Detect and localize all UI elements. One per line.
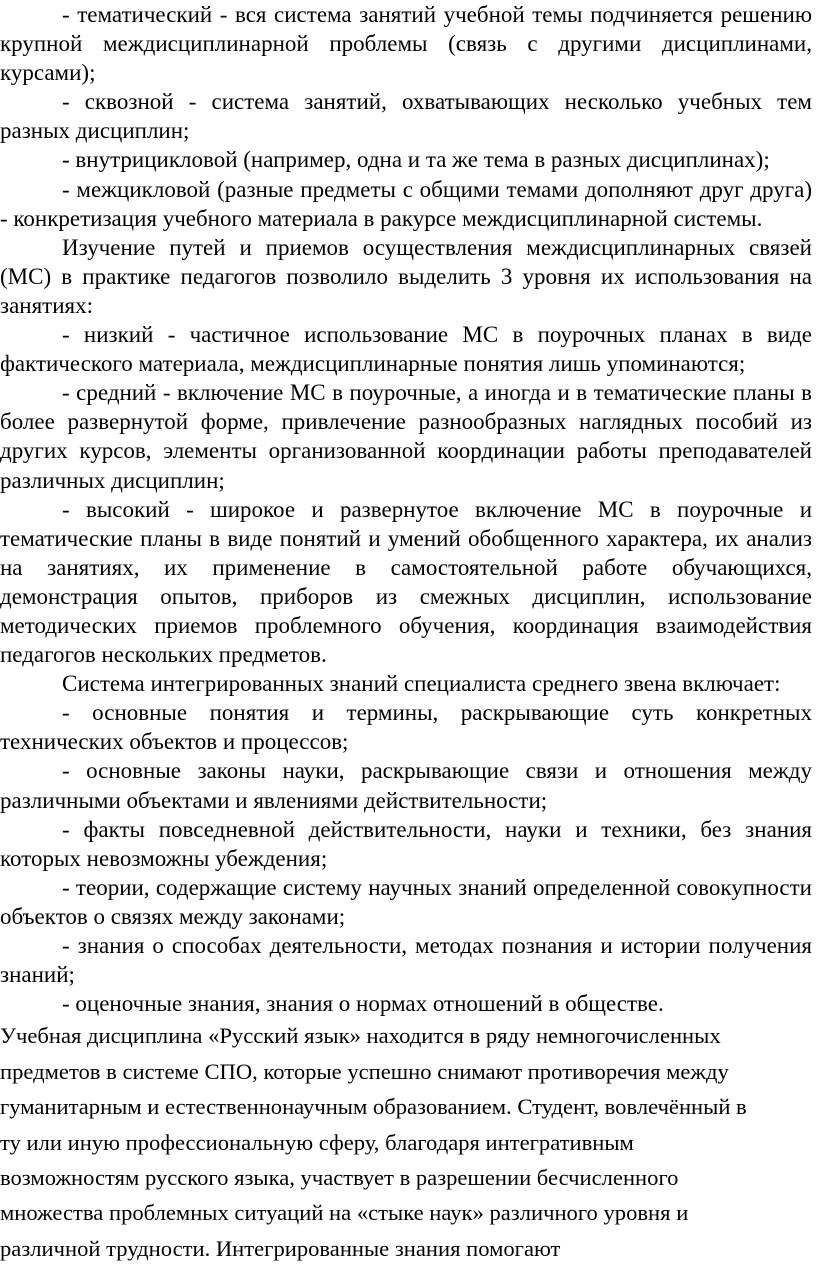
closing-line: предметов в системе СПО, которые успешно снимают противоречия между: [0, 1058, 729, 1084]
paragraph-laws: - основные законы науки, раскрывающие связи и отношения между различными объектами и явлениями действительности;: [0, 758, 812, 813]
paragraph-evaluative: - оценочные знания, знания о нормах отношений в обществе.: [62, 991, 664, 1017]
paragraph-levels-intro: Изучение путей и приемов осуществления междисциплинарных связей (МС) в практике педагогов позволило выделить 3 уровня их использования на занятиях:: [0, 234, 812, 318]
paragraph-level-high: - высокий - широкое и развернутое включение МС в поурочные и тематические планы в виде понятий и умений обобщенного характера, их анализ на занятиях, их применение в самостоятельной работе обучающихся, демонстрация опытов, приборов из смежных дисциплин, использование методических приемов проблемного обучения, координация взаимодействия педагогов нескольких предметов.: [0, 496, 812, 668]
closing-paragraph: [0, 1018, 812, 1266]
paragraph-thematic: - тематический - вся система занятий учебной темы подчиняется решению крупной междисциплинарной проблемы (связь с другими дисциплинами, курсами);: [0, 2, 812, 86]
closing-line: гуманитарным и естественнонаучным образованием. Студент, вовлечённый в: [0, 1094, 747, 1120]
closing-line: множества проблемных ситуаций на «стыке наук» различного уровня и: [0, 1200, 689, 1226]
closing-line: Учебная дисциплина «Русский язык» находится в ряду немногочисленных: [0, 1023, 721, 1049]
paragraph-level-low: - низкий - частичное использование МС в поурочных планах в виде фактического материала, междисциплинарные понятия лишь упоминаются;: [0, 322, 812, 377]
paragraph-theories: - теории, содержащие систему научных знаний определенной совокупности объектов о связях между законами;: [0, 874, 812, 929]
paragraph-concepts: - основные понятия и термины, раскрывающие суть конкретных технических объектов и процессов;: [0, 700, 812, 755]
paragraph-methods: - знания о способах деятельности, методах познания и истории получения знаний;: [0, 933, 812, 988]
closing-line: возможностям русского языка, участвует в разрешении бесчисленного: [0, 1164, 679, 1190]
paragraph-level-medium: - средний - включение МС в поурочные, а иногда и в тематические планы в более развернутой форме, привлечение разнообразных наглядных пособий из других курсов, элементы организованной координации работы преподавателей различных дисциплин;: [0, 380, 812, 493]
closing-line: ту или иную профессиональную сферу, благодаря интегративным: [0, 1129, 634, 1155]
paragraph-system-intro: Система интегрированных знаний специалиста среднего звена включает:: [62, 671, 781, 697]
paragraph-through: - сквозной - система занятий, охватывающих несколько учебных тем разных дисциплин;: [0, 89, 812, 144]
closing-line: различной трудности. Интегрированные знания помогают: [0, 1235, 561, 1261]
paragraph-intercycle: - межцикловой (разные предметы с общими темами дополняют друг друга) - конкретизация учебного материала в ракурсе междисциплинарной системы.: [0, 176, 812, 231]
paragraph-intracycle: - внутрицикловой (например, одна и та же тема в разных дисциплинах);: [62, 147, 770, 173]
paragraph-facts: - факты повседневной действительности, науки и техники, без знания которых невозможны убеждения;: [0, 816, 812, 871]
